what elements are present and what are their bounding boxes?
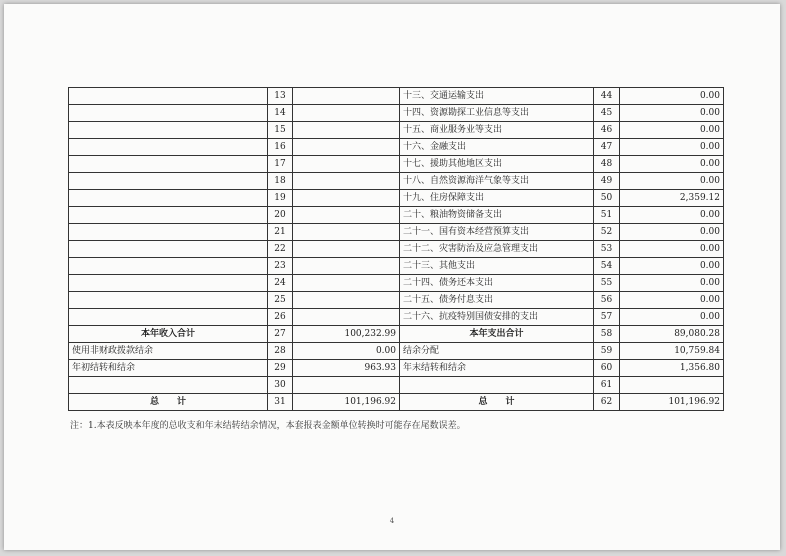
table-row <box>69 156 724 173</box>
income-item-cell <box>69 122 268 139</box>
table-row <box>69 292 724 309</box>
expenditure-line-no-cell: 48 <box>594 156 620 173</box>
expenditure-line-no-cell: 50 <box>594 190 620 207</box>
income-amount-cell <box>293 207 400 224</box>
income-item-cell <box>69 156 268 173</box>
table-row <box>69 224 724 241</box>
income-line-no-cell: 24 <box>268 275 293 292</box>
income-item-cell <box>69 309 268 326</box>
income-item-cell: 总 计 <box>69 394 268 411</box>
income-item-cell <box>69 292 268 309</box>
expenditure-item-cell <box>400 377 594 394</box>
expenditure-line-no-cell: 44 <box>594 88 620 105</box>
expenditure-line-no-cell: 61 <box>594 377 620 394</box>
expenditure-line-no-cell: 47 <box>594 139 620 156</box>
table-row <box>69 190 724 207</box>
income-line-no-cell: 18 <box>268 173 293 190</box>
expenditure-amount-cell: 0.00 <box>620 156 724 173</box>
income-amount-cell <box>293 105 400 122</box>
expenditure-amount-cell: 0.00 <box>620 173 724 190</box>
income-item-cell <box>69 139 268 156</box>
footnote: 注：1.本表反映本年度的总收支和年末结转结余情况，本套报表金额单位转换时可能存在尾数误差。 <box>70 421 466 431</box>
expenditure-item-cell: 十八、自然资源海洋气象等支出 <box>400 173 594 190</box>
table-row <box>69 309 724 326</box>
table-row <box>69 88 724 105</box>
table-row <box>69 173 724 190</box>
table-row <box>69 139 724 156</box>
income-item-cell <box>69 258 268 275</box>
expenditure-line-no-cell: 51 <box>594 207 620 224</box>
income-line-no-cell: 17 <box>268 156 293 173</box>
income-amount-cell <box>293 377 400 394</box>
expenditure-item-cell: 十九、住房保障支出 <box>400 190 594 207</box>
expenditure-amount-cell: 0.00 <box>620 207 724 224</box>
expenditure-amount-cell: 1,356.80 <box>620 360 724 377</box>
income-expenditure-table <box>68 87 724 411</box>
table-row <box>69 105 724 122</box>
expenditure-amount-cell: 0.00 <box>620 275 724 292</box>
income-item-cell: 使用非财政拨款结余 <box>69 343 268 360</box>
table-row <box>69 207 724 224</box>
expenditure-item-cell: 二十六、抗疫特别国债安排的支出 <box>400 309 594 326</box>
income-amount-cell <box>293 309 400 326</box>
income-line-no-cell: 21 <box>268 224 293 241</box>
expenditure-line-no-cell: 54 <box>594 258 620 275</box>
page-number: 4 <box>389 517 395 525</box>
income-line-no-cell: 28 <box>268 343 293 360</box>
income-line-no-cell: 15 <box>268 122 293 139</box>
expenditure-line-no-cell: 59 <box>594 343 620 360</box>
income-line-no-cell: 14 <box>268 105 293 122</box>
income-item-cell <box>69 275 268 292</box>
expenditure-item-cell: 总 计 <box>400 394 594 411</box>
expenditure-line-no-cell: 60 <box>594 360 620 377</box>
expenditure-amount-cell: 101,196.92 <box>620 394 724 411</box>
table-row <box>69 275 724 292</box>
table-row <box>69 360 724 377</box>
expenditure-line-no-cell: 55 <box>594 275 620 292</box>
expenditure-item-cell: 二十三、其他支出 <box>400 258 594 275</box>
income-amount-cell <box>293 241 400 258</box>
document-page <box>4 4 780 550</box>
income-item-cell: 年初结转和结余 <box>69 360 268 377</box>
income-line-no-cell: 16 <box>268 139 293 156</box>
income-item-cell <box>69 88 268 105</box>
income-amount-cell <box>293 190 400 207</box>
income-amount-cell <box>293 173 400 190</box>
income-item-cell <box>69 173 268 190</box>
income-amount-cell <box>293 275 400 292</box>
income-amount-cell <box>293 292 400 309</box>
income-line-no-cell: 31 <box>268 394 293 411</box>
expenditure-amount-cell: 0.00 <box>620 122 724 139</box>
income-amount-cell: 963.93 <box>293 360 400 377</box>
income-line-no-cell: 22 <box>268 241 293 258</box>
income-amount-cell: 0.00 <box>293 343 400 360</box>
income-item-cell: 本年收入合计 <box>69 326 268 343</box>
expenditure-item-cell: 结余分配 <box>400 343 594 360</box>
income-line-no-cell: 13 <box>268 88 293 105</box>
income-item-cell <box>69 377 268 394</box>
expenditure-amount-cell: 0.00 <box>620 241 724 258</box>
expenditure-amount-cell: 0.00 <box>620 309 724 326</box>
expenditure-item-cell: 二十、粮油物资储备支出 <box>400 207 594 224</box>
income-line-no-cell: 23 <box>268 258 293 275</box>
expenditure-amount-cell: 89,080.28 <box>620 326 724 343</box>
income-amount-cell <box>293 122 400 139</box>
income-line-no-cell: 27 <box>268 326 293 343</box>
income-item-cell <box>69 224 268 241</box>
expenditure-line-no-cell: 62 <box>594 394 620 411</box>
income-amount-cell <box>293 88 400 105</box>
expenditure-item-cell: 二十一、国有资本经营预算支出 <box>400 224 594 241</box>
expenditure-item-cell: 二十二、灾害防治及应急管理支出 <box>400 241 594 258</box>
expenditure-amount-cell: 0.00 <box>620 139 724 156</box>
income-line-no-cell: 29 <box>268 360 293 377</box>
expenditure-item-cell: 本年支出合计 <box>400 326 594 343</box>
expenditure-item-cell: 十四、资源勘探工业信息等支出 <box>400 105 594 122</box>
expenditure-item-cell: 十三、交通运输支出 <box>400 88 594 105</box>
table-row <box>69 343 724 360</box>
table-row <box>69 326 724 343</box>
table-row <box>69 258 724 275</box>
table-row <box>69 394 724 411</box>
income-line-no-cell: 30 <box>268 377 293 394</box>
expenditure-item-cell: 二十五、债务付息支出 <box>400 292 594 309</box>
expenditure-line-no-cell: 53 <box>594 241 620 258</box>
expenditure-item-cell: 二十四、债务还本支出 <box>400 275 594 292</box>
expenditure-line-no-cell: 49 <box>594 173 620 190</box>
income-amount-cell <box>293 139 400 156</box>
table-body <box>69 88 724 411</box>
expenditure-line-no-cell: 56 <box>594 292 620 309</box>
income-item-cell <box>69 105 268 122</box>
table-row <box>69 377 724 394</box>
expenditure-item-cell: 十六、金融支出 <box>400 139 594 156</box>
expenditure-line-no-cell: 58 <box>594 326 620 343</box>
table-row <box>69 241 724 258</box>
income-amount-cell <box>293 224 400 241</box>
expenditure-amount-cell: 10,759.84 <box>620 343 724 360</box>
income-amount-cell <box>293 258 400 275</box>
expenditure-amount-cell <box>620 377 724 394</box>
expenditure-amount-cell: 0.00 <box>620 258 724 275</box>
income-line-no-cell: 26 <box>268 309 293 326</box>
income-amount-cell: 101,196.92 <box>293 394 400 411</box>
expenditure-amount-cell: 0.00 <box>620 105 724 122</box>
expenditure-line-no-cell: 52 <box>594 224 620 241</box>
expenditure-line-no-cell: 57 <box>594 309 620 326</box>
expenditure-amount-cell: 0.00 <box>620 292 724 309</box>
expenditure-item-cell: 十七、援助其他地区支出 <box>400 156 594 173</box>
expenditure-amount-cell: 0.00 <box>620 88 724 105</box>
income-line-no-cell: 20 <box>268 207 293 224</box>
income-item-cell <box>69 241 268 258</box>
income-amount-cell: 100,232.99 <box>293 326 400 343</box>
expenditure-amount-cell: 0.00 <box>620 224 724 241</box>
expenditure-line-no-cell: 45 <box>594 105 620 122</box>
income-item-cell <box>69 207 268 224</box>
income-line-no-cell: 19 <box>268 190 293 207</box>
table-row <box>69 122 724 139</box>
income-line-no-cell: 25 <box>268 292 293 309</box>
expenditure-item-cell: 十五、商业服务业等支出 <box>400 122 594 139</box>
expenditure-amount-cell: 2,359.12 <box>620 190 724 207</box>
expenditure-item-cell: 年末结转和结余 <box>400 360 594 377</box>
income-item-cell <box>69 190 268 207</box>
income-amount-cell <box>293 156 400 173</box>
expenditure-line-no-cell: 46 <box>594 122 620 139</box>
